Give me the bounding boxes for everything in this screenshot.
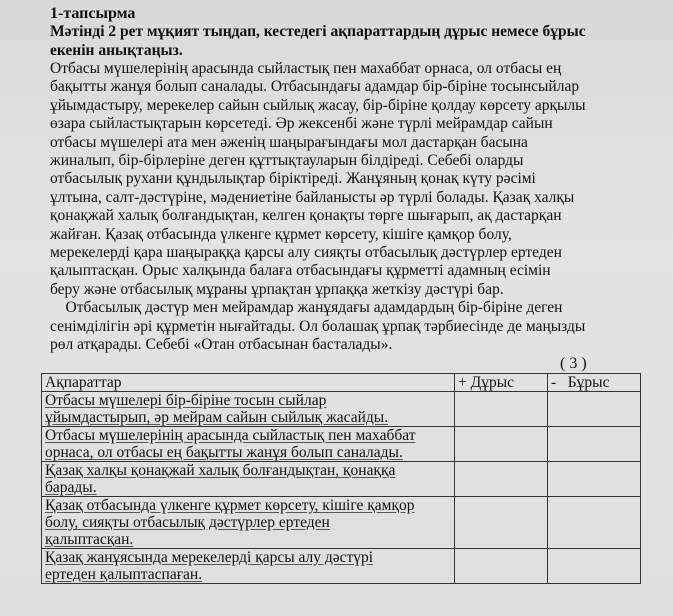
true-answer-cell[interactable] — [455, 427, 548, 462]
statement-cell — [42, 427, 455, 462]
score-label: ( 3 ) — [560, 355, 587, 372]
true-answer-cell[interactable] — [455, 462, 548, 497]
statement-line: Қазақ отбасында үлкенге құрмет көрсету, кішіге қамқор — [45, 497, 415, 514]
statement-line: Отбасы мүшелерінің арасында сыйластық пен махаббат — [45, 427, 416, 444]
statement-cell — [42, 392, 455, 427]
statement-line: Қазақ жанұясында мерекелерді қарсы алу дәстүрі — [45, 549, 374, 566]
header-false: - Бұрыс — [548, 374, 641, 392]
true-answer-cell[interactable] — [455, 549, 548, 584]
statement-cell — [42, 549, 455, 584]
table-row — [42, 392, 641, 427]
answer-table — [41, 373, 641, 584]
statement-line: орнаса, ол отбасы ең бақытты жанұя болып саналады. — [45, 444, 403, 461]
header-info: Ақпараттар — [42, 374, 455, 392]
false-answer-cell[interactable] — [548, 497, 641, 549]
text-line: қалыптасқан. Орыс халқында балаға отбасындағы құрметті адамның есімін — [50, 262, 551, 280]
text-line: өзара сыйластықтарын көрсетеді. Әр жексенбі және түрлі мейрамдар сайын — [50, 115, 553, 133]
text-line: беру және отбасылық мұраны ұрпақтан ұрпаққа жеткізу дәстүрі бар. — [50, 280, 504, 298]
table-row — [42, 497, 641, 549]
text-line: жиналып, бір-бірлеріне деген құттықтауларын білдіреді. Себебі оларды — [50, 152, 524, 170]
statement-line: болу, сияқты отбасылық дәстүрлер ертеден — [45, 514, 330, 531]
true-answer-cell[interactable] — [455, 392, 548, 427]
text-line: қонақжай халық болғандықтан, келген қонақты төрге шығарып, ақ дастарқан — [50, 207, 562, 225]
statement-line: ертеден қалыптаспаған. — [45, 566, 203, 583]
text-line: ұйымдастыру, мерекелер сайын сыйлық жасау, бір-біріне қолдау көрсету арқылы — [50, 96, 586, 114]
false-answer-cell[interactable] — [548, 462, 641, 497]
task-instruction — [50, 23, 650, 60]
text-line: мерекелерді қара шаңыраққа қарсы алу сияқты отбасылық дәстүрлер ертеден — [50, 244, 562, 262]
text-line: Отбасылық дәстүр мен мейрамдар жанұядағы адамдардың бір-біріне деген — [50, 299, 563, 317]
statement-line: ұйымдастырып, әр мейрам сайын сыйлық жасайды. — [45, 409, 389, 426]
table-row — [42, 427, 641, 462]
text-line: отбасылық рухани құндылықтар біріктіреді. Жанұяның қонақ күту рәсімі — [50, 170, 536, 188]
false-answer-cell[interactable] — [548, 392, 641, 427]
instruction-line: екенін анықтаңыз. — [50, 41, 183, 59]
text-line: отбасы мүшелері ата мен әженің шаңырағындағы мол дастарқан басына — [50, 133, 528, 151]
text-line: Отбасы мүшелерінің арасында сыйластық пен махаббат орнаса, ол отбасы ең — [50, 60, 562, 77]
task-heading: 1-тапсырма — [50, 5, 136, 22]
instruction-line: Мәтінді 2 рет мұқият тыңдап, кестедегі ақпараттардың дұрыс немесе бұрыс — [50, 23, 586, 40]
true-answer-cell[interactable] — [455, 497, 548, 549]
statement-line: барады. — [45, 479, 97, 496]
statement-line: Қазақ халқы қонақжай халық болғандықтан, қонаққа — [45, 462, 396, 479]
text-line: ұлтына, салт-дәстүріне, мәдениетіне байланысты әр түрлі болады. Қазақ халқы — [50, 188, 575, 206]
statement-cell — [42, 462, 455, 497]
text-line: рөл атқарады. Себебі «Отан отбасынан басталады». — [50, 336, 393, 354]
false-answer-cell[interactable] — [548, 427, 641, 462]
table-header-row — [42, 374, 641, 392]
statement-line: Отбасы мүшелері бір-біріне тосын сыйлар — [45, 392, 327, 409]
statement-line: қалыптасқан. — [45, 531, 134, 548]
listening-text — [50, 60, 648, 355]
text-line: бақытты жанұя болып саналады. Отбасындағы адамдар бір-біріне тосынсыйлар — [50, 78, 580, 96]
header-true: + Дұрыс — [455, 374, 548, 392]
text-line: сенімділігін әрі құрметін нығайтады. Ол болашақ ұрпақ тәрбиесінде де маңызды — [50, 317, 586, 335]
statement-cell — [42, 497, 455, 549]
false-answer-cell[interactable] — [548, 549, 641, 584]
table-row — [42, 462, 641, 497]
text-line: жайған. Қазақ отбасында үлкенге құрмет көрсету, кішіге қамқор болу, — [50, 225, 512, 243]
table-row — [42, 549, 641, 584]
